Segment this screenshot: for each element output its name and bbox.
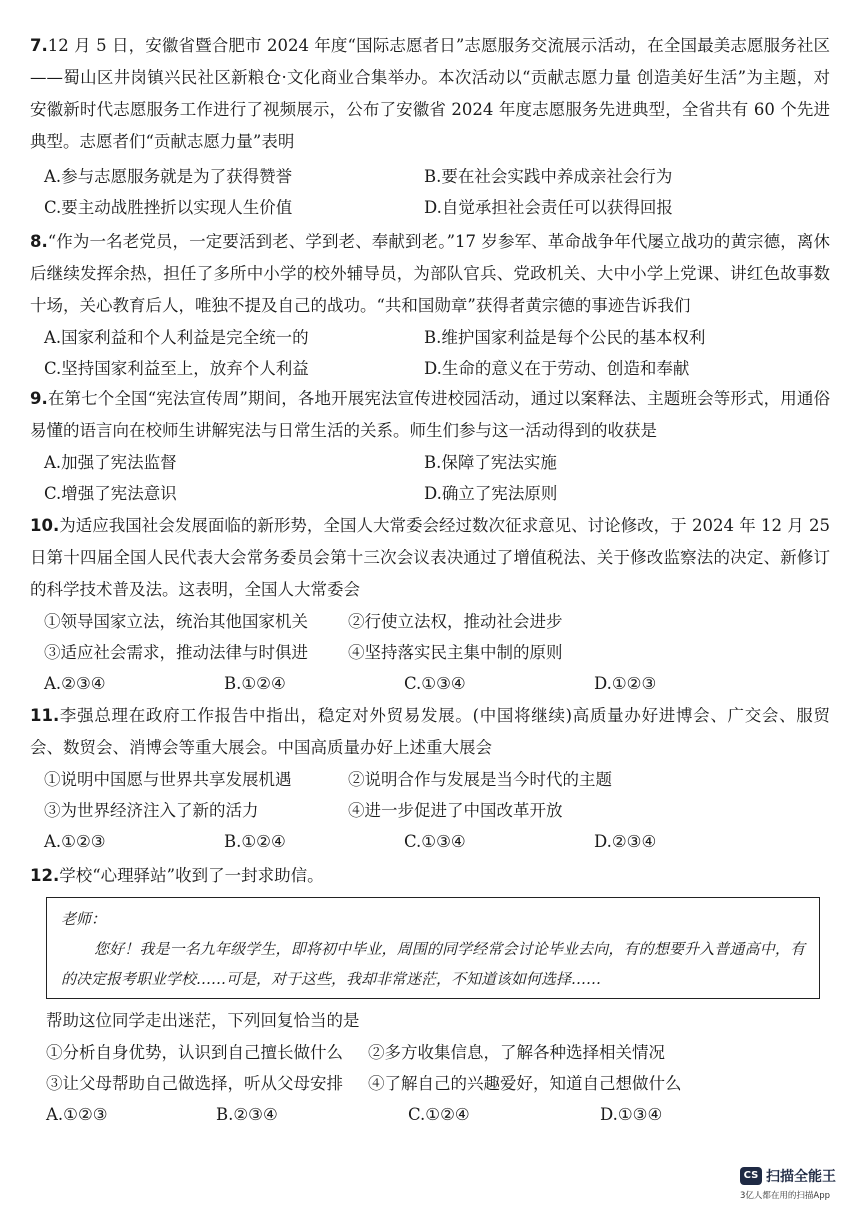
option-d[interactable]: D.①②③ — [594, 674, 657, 693]
statement-2: ②行使立法权，推动社会进步 — [348, 612, 563, 631]
question-number: 8. — [30, 232, 48, 251]
scanner-watermark — [740, 1167, 836, 1207]
option-a[interactable]: A.②③④ — [44, 674, 106, 693]
options — [30, 668, 830, 699]
option-c[interactable]: C.增强了宪法意识 — [44, 484, 177, 503]
statements — [30, 764, 830, 826]
help-letter-box — [46, 897, 820, 999]
statement-1: ①分析自身优势，认识到自己擅长做什么 — [46, 1043, 343, 1062]
watermark-app-name: 扫描全能王 — [766, 1169, 836, 1185]
option-c[interactable]: C.①③④ — [404, 674, 466, 693]
question-prompt: 帮助这位同学走出迷茫，下列回复恰当的是 — [46, 1011, 360, 1030]
question-10 — [30, 510, 830, 699]
question-number: 12. — [30, 866, 60, 885]
options — [46, 1099, 826, 1130]
option-b[interactable]: B.维护国家利益是每个公民的基本权利 — [424, 328, 706, 347]
statement-3: ③让父母帮助自己做选择，听从父母安排 — [46, 1074, 343, 1093]
option-b[interactable]: B.保障了宪法实施 — [424, 453, 557, 472]
option-a[interactable]: A.①②③ — [44, 832, 106, 851]
option-a[interactable]: A.国家利益和个人利益是完全统一的 — [44, 328, 309, 347]
question-7 — [30, 30, 830, 223]
option-c[interactable]: C.要主动战胜挫折以实现人生价值 — [44, 198, 293, 217]
question-11 — [30, 700, 830, 857]
question-12 — [30, 860, 830, 892]
statement-3: ③为世界经济注入了新的活力 — [44, 801, 259, 820]
option-c[interactable]: C.坚持国家利益至上，放弃个人利益 — [44, 359, 309, 378]
camscanner-logo-icon: CS — [740, 1167, 762, 1185]
option-b[interactable]: B.①②④ — [224, 674, 286, 693]
statement-4: ④了解自己的兴趣爱好，知道自己想做什么 — [368, 1074, 682, 1093]
question-stem: 学校“心理驿站”收到了一封求助信。 — [59, 866, 324, 885]
letter-body: 您好！我是一名九年级学生，即将初中毕业，周围的同学经常会讨论毕业去向，有的想要升入普通高中，有的决定报考职业学校……可是，对于这些，我却非常迷茫，不知道该如何选择…… — [61, 940, 805, 988]
question-12-answers — [46, 1005, 826, 1130]
statement-1: ①说明中国愿与世界共享发展机遇 — [44, 770, 292, 789]
question-8 — [30, 226, 830, 384]
option-c[interactable]: C.①③④ — [404, 832, 466, 851]
option-a[interactable]: A.①②③ — [46, 1105, 108, 1124]
option-d[interactable]: D.自觉承担社会责任可以获得回报 — [424, 198, 673, 217]
options — [30, 322, 830, 384]
option-a[interactable]: A.参与志愿服务就是为了获得赞誉 — [44, 167, 293, 186]
question-stem: 为适应我国社会发展面临的新形势，全国人大常委会经过数次征求意见、讨论修改，于 2024 年 12 月 25 日第十四届全国人民代表大会常务委员会第十三次会议表决通过了增值税法、关于修改监察法的决定、新修订的科学技术普及法。这表明，全国人大常委会 — [30, 516, 830, 599]
statement-4: ④坚持落实民主集中制的原则 — [348, 643, 563, 662]
option-b[interactable]: B.要在社会实践中养成亲社会行为 — [424, 167, 673, 186]
question-number: 11. — [30, 706, 60, 725]
options — [30, 447, 830, 509]
letter-greeting: 老师： — [61, 910, 107, 928]
statement-1: ①领导国家立法，统治其他国家机关 — [44, 612, 308, 631]
watermark-slogan: 3亿人都在用的扫描App — [740, 1191, 831, 1201]
option-b[interactable]: B.①②④ — [224, 832, 286, 851]
options — [30, 161, 830, 223]
options — [30, 826, 830, 857]
question-number: 9. — [30, 389, 48, 408]
option-d[interactable]: D.确立了宪法原则 — [424, 484, 558, 503]
question-stem: 李强总理在政府工作报告中指出，稳定对外贸易发展。(中国将继续)高质量办好进博会、广交会、服贸会、数贸会、消博会等重大展会。中国高质量办好上述重大展会 — [30, 706, 830, 757]
question-number: 10. — [30, 516, 60, 535]
statement-4: ④进一步促进了中国改革开放 — [348, 801, 563, 820]
question-number: 7. — [30, 36, 48, 55]
statements — [30, 606, 830, 668]
statement-3: ③适应社会需求，推动法律与时俱进 — [44, 643, 308, 662]
question-stem: 12 月 5 日，安徽省暨合肥市 2024 年度“国际志愿者日”志愿服务交流展示活动，在全国最美志愿服务社区——蜀山区井岗镇兴民社区新粮仓·文化商业合集举办。本次活动以“贡献志愿力量 创造美好生活”为主题，对安徽新时代志愿服务工作进行了视频展示，公布了安徽省 2024 年度志愿服务先进典型，全省共有 60 个先进典型。志愿者们“贡献志愿力量”表明 — [30, 36, 830, 151]
option-b[interactable]: B.②③④ — [216, 1105, 278, 1124]
statement-2: ②多方收集信息，了解各种选择相关情况 — [368, 1043, 665, 1062]
question-9 — [30, 383, 830, 509]
option-a[interactable]: A.加强了宪法监督 — [44, 453, 177, 472]
option-c[interactable]: C.①②④ — [408, 1105, 470, 1124]
statement-2: ②说明合作与发展是当今时代的主题 — [348, 770, 612, 789]
statements — [46, 1037, 826, 1099]
question-stem: 在第七个全国“宪法宣传周”期间，各地开展宪法宣传进校园活动，通过以案释法、主题班会等形式，用通俗易懂的语言向在校师生讲解宪法与日常生活的关系。师生们参与这一活动得到的收获是 — [30, 389, 830, 440]
question-stem: “作为一名老党员，一定要活到老、学到老、奉献到老。”17 岁参军、革命战争年代屡立战功的黄宗德，离休后继续发挥余热，担任了多所中小学的校外辅导员，为部队官兵、党政机关、大中小学上党课、讲红色故事数十场，关心教育后人，唯独不提及自己的战功。“共和国勋章”获得者黄宗德的事迹告诉我们 — [30, 232, 830, 315]
option-d[interactable]: D.②③④ — [594, 832, 657, 851]
option-d[interactable]: D.①③④ — [600, 1105, 663, 1124]
option-d[interactable]: D.生命的意义在于劳动、创造和奉献 — [424, 359, 690, 378]
